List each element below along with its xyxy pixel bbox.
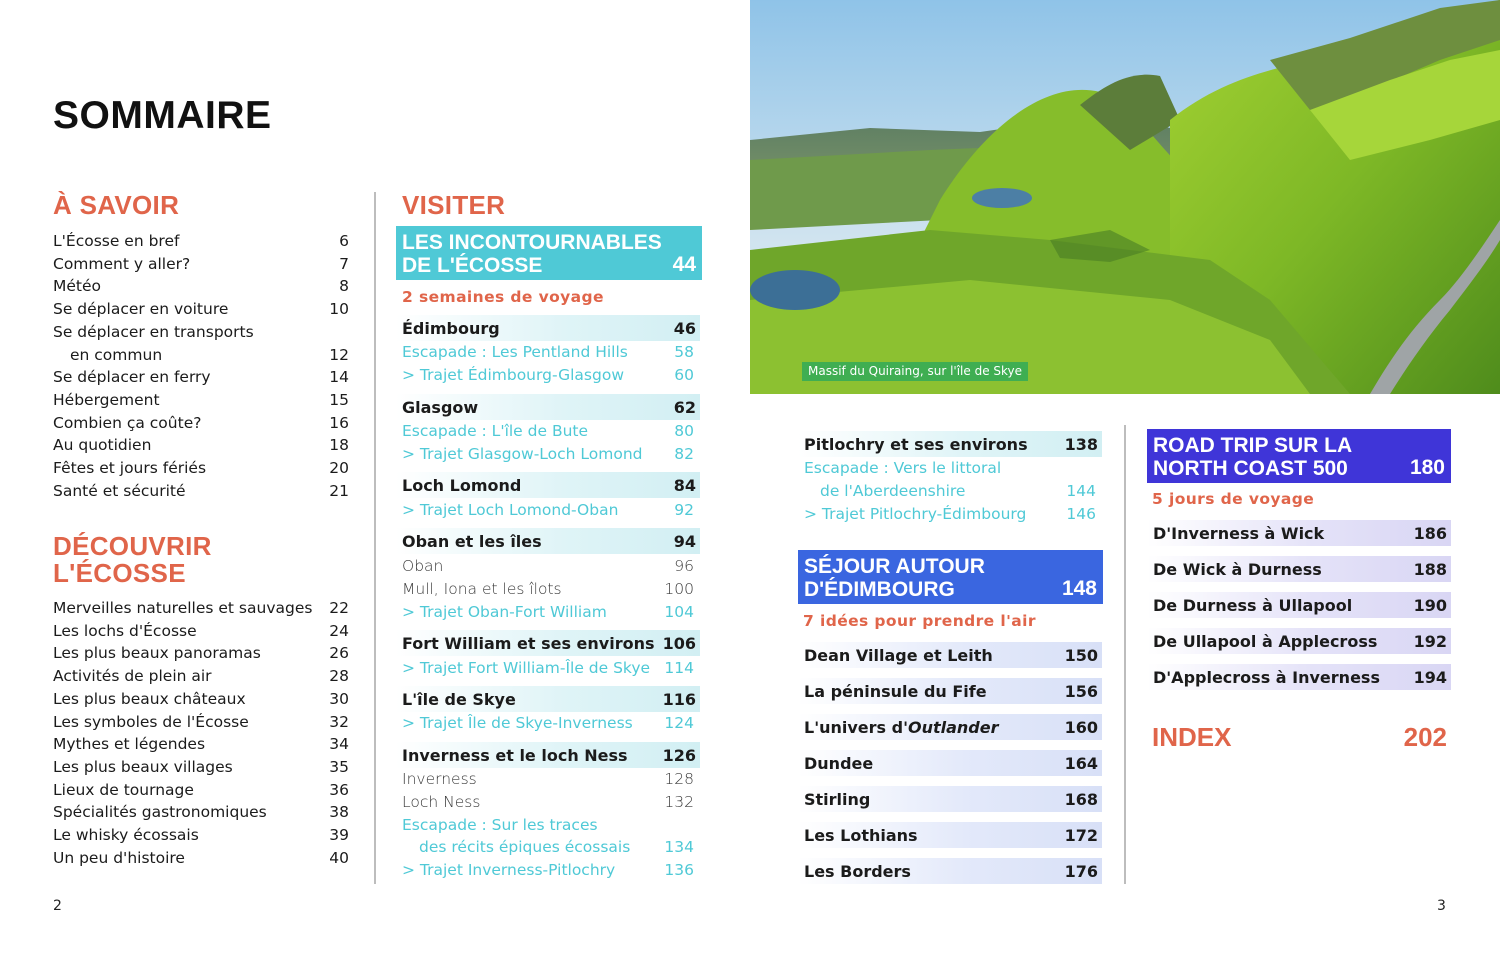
stage-label: De Wick à Durness [1153, 559, 1322, 579]
column-divider [1124, 425, 1126, 884]
item-page: 6 [339, 232, 349, 250]
entry-page: 104 [664, 603, 694, 621]
band-page: 180 [1409, 456, 1445, 479]
list-item[interactable] [53, 711, 349, 734]
entry-label: > Trajet Inverness-Pitlochry [402, 861, 616, 879]
stage-page: 190 [1413, 595, 1447, 615]
entry-page: 80 [674, 422, 694, 440]
item-label: Se déplacer en transports [53, 322, 254, 341]
item-label: Lieux de tournage [53, 780, 194, 799]
destination-page: 84 [673, 475, 696, 495]
list-item[interactable] [53, 321, 349, 344]
stage-row[interactable] [1147, 592, 1451, 618]
entry-page: 128 [664, 770, 694, 788]
band-page: 148 [1061, 577, 1097, 600]
destination-page: 62 [673, 397, 696, 417]
band-incontournables[interactable] [396, 226, 702, 280]
entry-page: 146 [1066, 505, 1096, 523]
entry-label: Inverness [402, 770, 477, 788]
destination-label: Fort William et ses environs [402, 633, 655, 653]
idea-label-emphasis: Outlander [907, 717, 999, 737]
stage-page: 192 [1413, 631, 1447, 651]
destination-row[interactable] [396, 528, 700, 554]
stage-page: 194 [1413, 667, 1447, 687]
subtitle-visiter: 2 semaines de voyage [402, 288, 604, 306]
destination-row[interactable] [396, 742, 700, 768]
idea-page: 164 [1064, 753, 1098, 773]
item-label: Comment y aller? [53, 254, 191, 273]
list-item[interactable] [53, 597, 349, 620]
band-line: NORTH COAST 500 [1153, 457, 1348, 480]
item-page: 10 [329, 300, 349, 319]
item-label: Les plus beaux châteaux [53, 689, 246, 708]
stage-label: De Ullapool à Applecross [1153, 631, 1378, 651]
stage-row[interactable] [1147, 628, 1451, 654]
destination-page: 138 [1064, 434, 1098, 454]
list-item[interactable] [53, 434, 349, 457]
sub-entry-row[interactable] [396, 557, 700, 575]
destination-label: L'île de Skye [402, 689, 516, 709]
escapade-row[interactable] [798, 459, 1102, 477]
list-item[interactable] [53, 344, 349, 367]
idea-label: Les Lothians [804, 825, 918, 845]
entry-page: 60 [674, 366, 694, 384]
list-item[interactable] [53, 733, 349, 756]
item-page: 30 [329, 689, 349, 708]
band-line: ROAD TRIP SUR LA [1153, 434, 1353, 457]
section-heading-visiter: VISITER [402, 190, 506, 220]
escapade-row[interactable] [396, 343, 700, 361]
entry-page: 100 [664, 580, 694, 598]
item-label: Se déplacer en voiture [53, 300, 229, 319]
entry-label: Mull, Iona et les îlots [402, 580, 562, 598]
item-label: Un peu d'histoire [53, 848, 185, 867]
idea-row[interactable] [798, 858, 1102, 884]
destination-row[interactable] [798, 431, 1102, 457]
item-page: 16 [329, 413, 349, 432]
trajet-row[interactable] [396, 445, 700, 463]
idea-page: 168 [1064, 789, 1098, 809]
escapade-row[interactable] [798, 482, 1102, 500]
idea-page: 150 [1064, 645, 1098, 665]
destination-label: Glasgow [402, 397, 479, 417]
item-label: Les symboles de l'Écosse [53, 712, 249, 731]
section-heading-a-savoir: À SAVOIR [53, 190, 180, 220]
idea-label: L'univers d' [804, 717, 908, 737]
escapade-row[interactable] [396, 838, 700, 856]
list-item[interactable] [53, 298, 349, 321]
idea-row[interactable] [798, 678, 1102, 704]
item-label: Mythes et légendes [53, 735, 206, 754]
idea-label-wrap [804, 718, 999, 737]
destination-row[interactable] [396, 315, 700, 341]
idea-page: 172 [1064, 825, 1098, 845]
stage-row[interactable] [1147, 520, 1451, 546]
item-page: 40 [329, 848, 349, 867]
entry-page: 82 [674, 445, 694, 463]
item-page: 24 [329, 621, 349, 640]
idea-row[interactable] [798, 822, 1102, 848]
item-page: 22 [329, 599, 349, 617]
item-page: 7 [339, 254, 349, 273]
item-page: 35 [329, 757, 349, 776]
section-heading-decouvrir [53, 533, 212, 587]
item-label: Les plus beaux villages [53, 757, 233, 776]
item-label: Hébergement [53, 390, 160, 409]
destination-label: Oban et les îles [402, 531, 542, 551]
entry-label: > Trajet Fort William-Île de Skye [402, 659, 651, 677]
item-page: 21 [329, 481, 349, 500]
idea-row[interactable] [798, 642, 1102, 668]
destination-page: 106 [662, 633, 696, 653]
item-page: 39 [329, 826, 349, 845]
subtitle-sejour: 7 idées pour prendre l'air [803, 612, 1036, 630]
entry-label: > Trajet Glasgow-Loch Lomond [402, 445, 643, 463]
idea-label: La péninsule du Fife [804, 681, 987, 701]
list-item[interactable] [53, 389, 349, 412]
entry-label: > Trajet Loch Lomond-Oban [402, 501, 619, 519]
page-number-left: 2 [53, 898, 62, 914]
band-sejour-edimbourg[interactable] [798, 550, 1103, 604]
trajet-row[interactable] [396, 366, 700, 384]
destination-label: Loch Lomond [402, 475, 522, 495]
index-page: 202 [1403, 722, 1447, 752]
item-label: Santé et sécurité [53, 481, 186, 500]
list-a-savoir [53, 230, 349, 502]
list-item[interactable] [53, 253, 349, 276]
item-label: Au quotidien [53, 436, 152, 455]
item-label: Fêtes et jours fériés [53, 459, 207, 478]
entry-page: 136 [664, 861, 694, 879]
list-item[interactable] [53, 457, 349, 480]
band-line: D'ÉDIMBOURG [804, 578, 955, 601]
item-label: Combien ça coûte? [53, 413, 202, 432]
sub-entry-row[interactable] [396, 580, 700, 598]
list-item[interactable] [53, 779, 349, 802]
item-page: 12 [329, 345, 349, 364]
idea-label: Dean Village et Leith [804, 645, 993, 665]
item-label: en commun [70, 345, 163, 364]
escapade-row[interactable] [396, 816, 700, 834]
item-label: Les lochs d'Écosse [53, 621, 197, 640]
subtitle-road-trip: 5 jours de voyage [1152, 490, 1315, 508]
sub-entry-row[interactable] [396, 793, 700, 811]
heading-line: L'ÉCOSSE [53, 558, 186, 588]
heading-line: DÉCOUVRIR [53, 531, 212, 561]
entry-page: 132 [664, 793, 694, 811]
list-item[interactable] [53, 275, 349, 298]
list-decouvrir [53, 597, 349, 869]
page-title: SOMMAIRE [53, 94, 272, 137]
entry-label: Escapade : Vers le littoral [804, 459, 1002, 477]
stage-row[interactable] [1147, 664, 1451, 690]
idea-row[interactable] [798, 714, 1102, 740]
trajet-row[interactable] [396, 603, 700, 621]
stage-page: 188 [1413, 559, 1447, 579]
item-label: Merveilles naturelles et sauvages [53, 599, 313, 617]
entry-page: 124 [664, 714, 694, 732]
idea-label: Stirling [804, 789, 871, 809]
entry-page: 144 [1066, 482, 1096, 500]
index-entry[interactable] [1152, 722, 1447, 753]
destination-row[interactable] [396, 472, 700, 498]
entry-label: > Trajet Île de Skye-Inverness [402, 714, 633, 732]
entry-page: 134 [664, 838, 694, 856]
landscape-photo [750, 0, 1500, 394]
list-item[interactable] [53, 620, 349, 643]
band-line: SÉJOUR AUTOUR [804, 555, 985, 578]
entry-page: 114 [664, 659, 694, 677]
entry-label: Oban [402, 557, 444, 575]
column-divider [374, 192, 376, 884]
destination-label: Édimbourg [402, 318, 500, 338]
entry-label: Escapade : Sur les traces [402, 816, 598, 834]
destination-row[interactable] [396, 630, 700, 656]
trajet-row[interactable] [396, 714, 700, 732]
list-item[interactable] [53, 688, 349, 711]
stage-label: De Durness à Ullapool [1153, 595, 1353, 615]
entry-label: des récits épiques écossais [419, 838, 631, 856]
item-label: Les plus beaux panoramas [53, 644, 261, 663]
entry-label: de l'Aberdeenshire [820, 482, 966, 500]
trajet-row[interactable] [798, 505, 1102, 523]
idea-page: 160 [1064, 717, 1098, 737]
stage-page: 186 [1413, 523, 1447, 543]
item-page: 36 [329, 780, 349, 799]
entry-label: > Trajet Pitlochry-Édimbourg [804, 505, 1027, 523]
idea-row[interactable] [798, 786, 1102, 812]
idea-label: Dundee [804, 753, 874, 773]
destination-page: 46 [673, 318, 696, 338]
index-label: INDEX [1152, 722, 1232, 752]
entry-page: 92 [674, 501, 694, 519]
item-label: Météo [53, 277, 102, 296]
destination-page: 116 [662, 689, 696, 709]
list-item[interactable] [53, 824, 349, 847]
item-page: 14 [329, 368, 349, 387]
item-page: 8 [339, 277, 349, 296]
sub-entry-row[interactable] [396, 770, 700, 788]
item-page: 15 [329, 390, 349, 409]
destination-page: 94 [673, 531, 696, 551]
list-item[interactable] [53, 230, 349, 253]
destination-label: Pitlochry et ses environs [804, 434, 1028, 454]
idea-label: Les Borders [804, 861, 911, 881]
entry-label: Loch Ness [402, 793, 481, 811]
item-page: 20 [329, 459, 349, 478]
list-item[interactable] [53, 480, 349, 503]
band-line: DE L'ÉCOSSE [402, 254, 543, 277]
item-page: 18 [329, 436, 349, 455]
item-page: 38 [329, 803, 349, 822]
list-item[interactable] [53, 665, 349, 688]
entry-label: Escapade : L'île de Bute [402, 422, 589, 440]
stage-label: D'Applecross à Inverness [1153, 667, 1380, 687]
band-line: LES INCONTOURNABLES [402, 231, 662, 254]
escapade-row[interactable] [396, 422, 700, 440]
stage-label: D'Inverness à Wick [1153, 523, 1325, 543]
item-label: Se déplacer en ferry [53, 368, 211, 387]
destination-page: 126 [662, 745, 696, 765]
item-page: 26 [329, 644, 349, 663]
trajet-row[interactable] [396, 501, 700, 519]
idea-row[interactable] [798, 750, 1102, 776]
band-road-trip[interactable] [1147, 429, 1451, 483]
item-label: L'Écosse en bref [53, 232, 180, 250]
destination-row[interactable] [396, 394, 700, 420]
idea-page: 156 [1064, 681, 1098, 701]
list-item[interactable] [53, 412, 349, 435]
stage-row[interactable] [1147, 556, 1451, 582]
entry-label: Escapade : Les Pentland Hills [402, 343, 628, 361]
item-page: 32 [329, 712, 349, 731]
trajet-row[interactable] [396, 861, 700, 879]
item-label: Le whisky écossais [53, 826, 199, 845]
item-label: Spécialités gastronomiques [53, 803, 267, 822]
trajet-row[interactable] [396, 659, 700, 677]
page-number-right: 3 [1437, 898, 1446, 914]
destination-row[interactable] [396, 686, 700, 712]
photo-caption: Massif du Quiraing, sur l'île de Skye [802, 362, 1028, 381]
list-item[interactable] [53, 756, 349, 779]
list-item[interactable] [53, 366, 349, 389]
list-item[interactable] [53, 801, 349, 824]
band-page: 44 [672, 253, 696, 276]
list-item[interactable] [53, 642, 349, 665]
destination-label: Inverness et le loch Ness [402, 745, 628, 765]
idea-page: 176 [1064, 861, 1098, 881]
item-page: 34 [329, 735, 349, 754]
entry-label: > Trajet Édimbourg-Glasgow [402, 366, 624, 384]
entry-page: 96 [674, 557, 694, 575]
item-label: Activités de plein air [53, 667, 212, 686]
entry-label: > Trajet Oban-Fort William [402, 603, 607, 621]
list-item[interactable] [53, 847, 349, 870]
item-page: 28 [329, 667, 349, 686]
entry-page: 58 [674, 343, 694, 361]
quiraing-illustration [750, 0, 1500, 394]
